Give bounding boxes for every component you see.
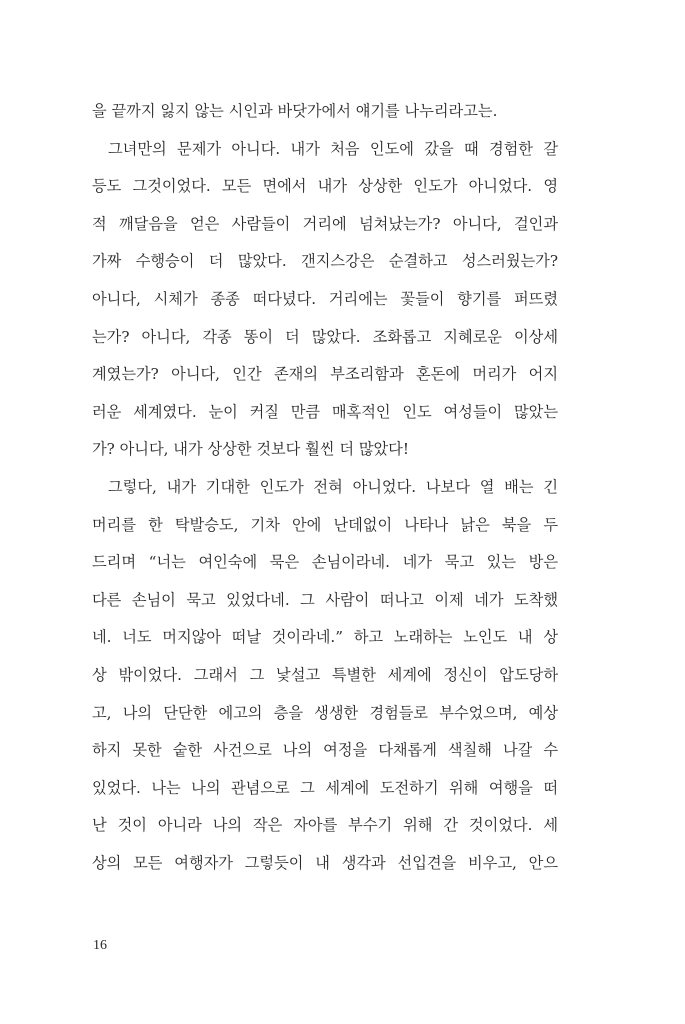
text-line: 난 것이 아니라 나의 작은 자아를 부수기 위해 간 것이었다. 세 — [92, 816, 558, 835]
text-line: 상 밖이었다. 그래서 그 낯설고 특별한 세계에 정신이 압도당하 — [92, 665, 558, 684]
text-line: 다른 손님이 묵고 있었다네. 그 사람이 떠나고 이제 네가 도착했 — [92, 590, 558, 609]
text-line: 드리며 “너는 여인숙에 묵은 손님이라네. 네가 묵고 있는 방은 — [92, 553, 558, 572]
text-line: 머리를 한 탁발승도, 기차 안에 난데없이 나타나 낡은 북을 두 — [92, 515, 558, 534]
text-line: 가짜 수행승이 더 많았다. 갠지스강은 순결하고 성스러웠는가? — [92, 252, 558, 271]
text-line: 는가? 아니다, 각종 똥이 더 많았다. 조화롭고 지혜로운 이상세 — [92, 327, 558, 346]
text-line: 적 깨달음을 얻은 사람들이 거리에 넘쳐났는가? 아니다, 걸인과 — [92, 214, 558, 233]
text-line: 있었다. 나는 나의 관념으로 그 세계에 도전하기 위해 여행을 떠 — [92, 778, 558, 797]
paragraph-start-line: 그렇다, 내가 기대한 인도가 전혀 아니었다. 나보다 열 배는 긴 — [108, 477, 558, 496]
text-line: 러운 세계였다. 눈이 커질 만큼 매혹적인 인도 여성들이 많았는 — [92, 402, 558, 421]
body-text — [92, 93, 558, 882]
text-line: 고, 나의 단단한 에고의 층을 생생한 경험들로 부수었으며, 예상 — [92, 703, 558, 722]
text-line: 하지 못한 숱한 사건으로 나의 여정을 다채롭게 색칠해 나갈 수 — [92, 741, 558, 760]
paragraph-start-line: 그녀만의 문제가 아니다. 내가 처음 인도에 갔을 때 경험한 갈 — [108, 139, 558, 158]
text-line: 아니다, 시체가 종종 떠다녔다. 거리에는 꽃들이 향기를 퍼뜨렸 — [92, 289, 558, 308]
text-line: 가? 아니다, 내가 상상한 것보다 훨씬 더 많았다! — [92, 440, 409, 459]
text-line: 네. 너도 머지않아 떠날 것이라네.” 하고 노래하는 노인도 내 상 — [92, 628, 558, 647]
text-line: 을 끝까지 잃지 않는 시인과 바닷가에서 얘기를 나누리라고는. — [92, 102, 498, 120]
text-line: 계였는가? 아니다, 인간 존재의 부조리함과 혼돈에 머리가 어지 — [92, 365, 558, 384]
text-line: 상의 모든 여행자가 그렇듯이 내 생각과 선입견을 비우고, 안으 — [92, 853, 558, 872]
text-line: 등도 그것이었다. 모든 면에서 내가 상상한 인도가 아니었다. 영 — [92, 177, 558, 196]
page-number: 16 — [93, 938, 107, 953]
